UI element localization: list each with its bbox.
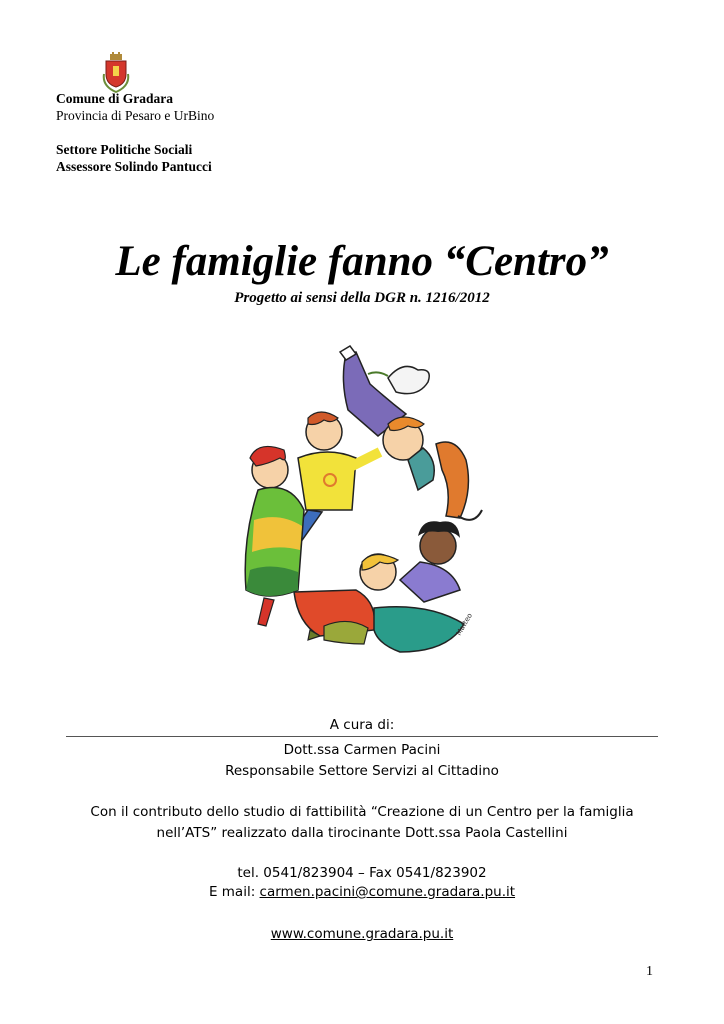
figure-head-orange-hair [383,417,434,490]
website-link[interactable]: www.comune.gradara.pu.it [270,926,454,942]
cat-icon [436,442,482,520]
divider-line [66,736,658,737]
municipality-name: Comune di Gradara [56,91,174,106]
figure-curly-hair [400,521,460,602]
svg-text:Matteo: Matteo [454,611,474,637]
email-link[interactable]: carmen.pacini@comune.gradara.pu.it [259,884,516,900]
page-number: 1 [646,964,653,979]
curated-by-label: A cura di: [329,717,395,733]
author-role: Responsabile Settore Servizi al Cittadino [225,763,499,779]
website-line [40,924,684,944]
page-title: Le famiglie fanno “Centro” [115,238,609,285]
author-name: Dott.ssa Carmen Pacini [283,742,441,758]
phone-fax: tel. 0541/823904 – Fax 0541/823902 [237,865,487,881]
sector-name: Settore Politiche Sociali [56,142,193,157]
page-subtitle: Progetto ai sensi della DGR n. 1216/2012 [234,290,490,306]
province-name: Provincia di Pesaro e UrBino [56,108,215,123]
contribution-line-2: nell’ATS” realizzato dalla tirocinante Dott.ssa Paola Castellini [156,825,568,841]
email-label: E mail: [208,884,260,900]
municipal-crest-icon [102,52,130,94]
councillor-name: Assessore Solindo Pantucci [56,159,212,174]
email-line [40,882,684,902]
family-circle-illustration [228,340,500,670]
contribution-line-1: Con il contributo dello studio di fattibilità “Creazione di un Centro per la famiglia [90,804,634,820]
